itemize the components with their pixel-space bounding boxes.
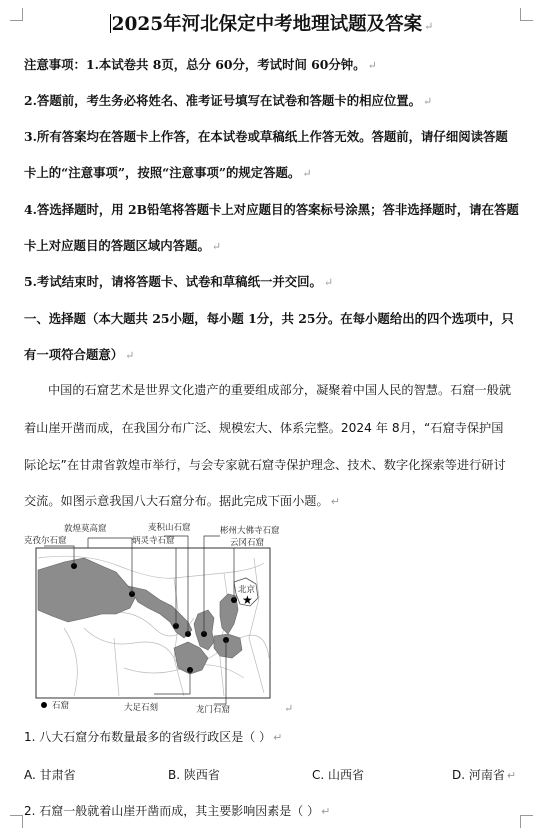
section-heading: 一、选择题（本大题共 25小题，每小题 1分，共 25分。在每小题给出的四个选项中，只 — [24, 311, 514, 326]
passage-line: 着山崖开凿而成，在我国分布广泛、规模宏大、体系完整。2024 年 8月，“石窟寺保护国 — [24, 421, 504, 435]
text-cursor — [110, 14, 111, 33]
paragraph-mark: ↵ — [506, 769, 517, 782]
paragraph-mark: ↵ — [423, 95, 433, 108]
grottoes-map — [24, 518, 284, 718]
title-text: 2025年河北保定中考地理试题及答案 — [111, 14, 423, 35]
notice-line: 2.答题前，考生务必将姓名、准考证号填写在试卷和答题卡的相应位置。 ↵ — [24, 93, 433, 108]
option-d: D. 河南省 ↵ — [452, 768, 517, 782]
notice-line: 4.答选择题时，用 2B铅笔将答题卡上对应题目的答案标号涂黑；答非选择题时，请在答题 — [24, 202, 519, 217]
label-dunhuang: 敦煌莫高窟 — [64, 524, 107, 534]
option-c: C. 山西省 — [312, 768, 365, 782]
paragraph-mark: ↵ — [302, 167, 312, 180]
paragraph-mark: ↵ — [321, 805, 331, 818]
paragraph-mark: ↵ — [273, 731, 283, 744]
map-svg — [24, 518, 284, 718]
notice-line: 3.所有答案均在答题卡上作答，在本试卷或草稿纸上作答无效。答题前，请仔细阅读答题 — [24, 129, 508, 144]
notice-line: 卡上对应题目的答题区域内答题。 ↵ — [24, 238, 222, 253]
label-binzhou: 彬州大佛寺石窟 — [220, 526, 280, 536]
section-heading: 有一项符合题意） ↵ — [24, 347, 135, 362]
paragraph-mark: ↵ — [211, 240, 222, 253]
question-1: 1. 八大石窟分布数量最多的省级行政区是（ ） ↵ — [24, 730, 283, 744]
notice-line: 注意事项：1.本试卷共 8页，总分 60分，考试时间 60分钟。 ↵ — [24, 57, 377, 72]
label-dazu: 大足石刻 — [124, 703, 159, 713]
legend-dot-icon — [41, 702, 47, 708]
option-b: B. 陕西省 — [168, 768, 220, 782]
page-corner-mark — [520, 815, 533, 828]
paragraph-mark: ↵ — [367, 59, 377, 72]
label-bingling: 炳灵寺石窟 — [132, 536, 175, 546]
paragraph-mark: ↵ — [330, 495, 340, 508]
question-2: 2. 石窟一般就着山崖开凿而成，其主要影响因素是（ ） ↵ — [24, 804, 331, 818]
paragraph-mark: ↵ — [125, 349, 135, 362]
page-corner-mark — [10, 815, 23, 828]
passage-line: 中国的石窟艺术是世界文化遗产的重要组成部分，凝聚着中国人民的智慧。石窟一般就 — [48, 383, 512, 397]
passage-line: 交流。如图示意我国八大石窟分布。据此完成下面小题。 ↵ — [24, 494, 340, 508]
paragraph-mark: ↵ — [284, 702, 294, 715]
legend-label: 石窟 — [52, 701, 70, 711]
notice-line: 5.考试结束时，请将答题卡、试卷和草稿纸一并交回。 ↵ — [24, 274, 334, 289]
paragraph-mark: ↵ — [323, 276, 334, 289]
label-yungang: 云冈石窟 — [230, 538, 265, 548]
label-maijishan: 麦积山石窟 — [148, 523, 191, 533]
label-beijing: 北京 — [238, 585, 256, 595]
notice-line: 卡上的“注意事项”，按照“注意事项”的规定答题。 ↵ — [24, 165, 312, 180]
passage-line: 际论坛”在甘肃省敦煌市举行，与会专家就石窟寺保护理念、技术、数字化探索等进行研讨 — [24, 458, 506, 472]
paragraph-mark: ↵ — [424, 20, 434, 33]
document-title[interactable] — [0, 10, 543, 36]
label-longmen: 龙门石窟 — [196, 705, 231, 715]
label-kezier: 克孜尔石窟 — [24, 536, 67, 546]
option-a: A. 甘肃省 — [24, 768, 76, 782]
beijing-star-icon: ★ — [242, 593, 253, 607]
